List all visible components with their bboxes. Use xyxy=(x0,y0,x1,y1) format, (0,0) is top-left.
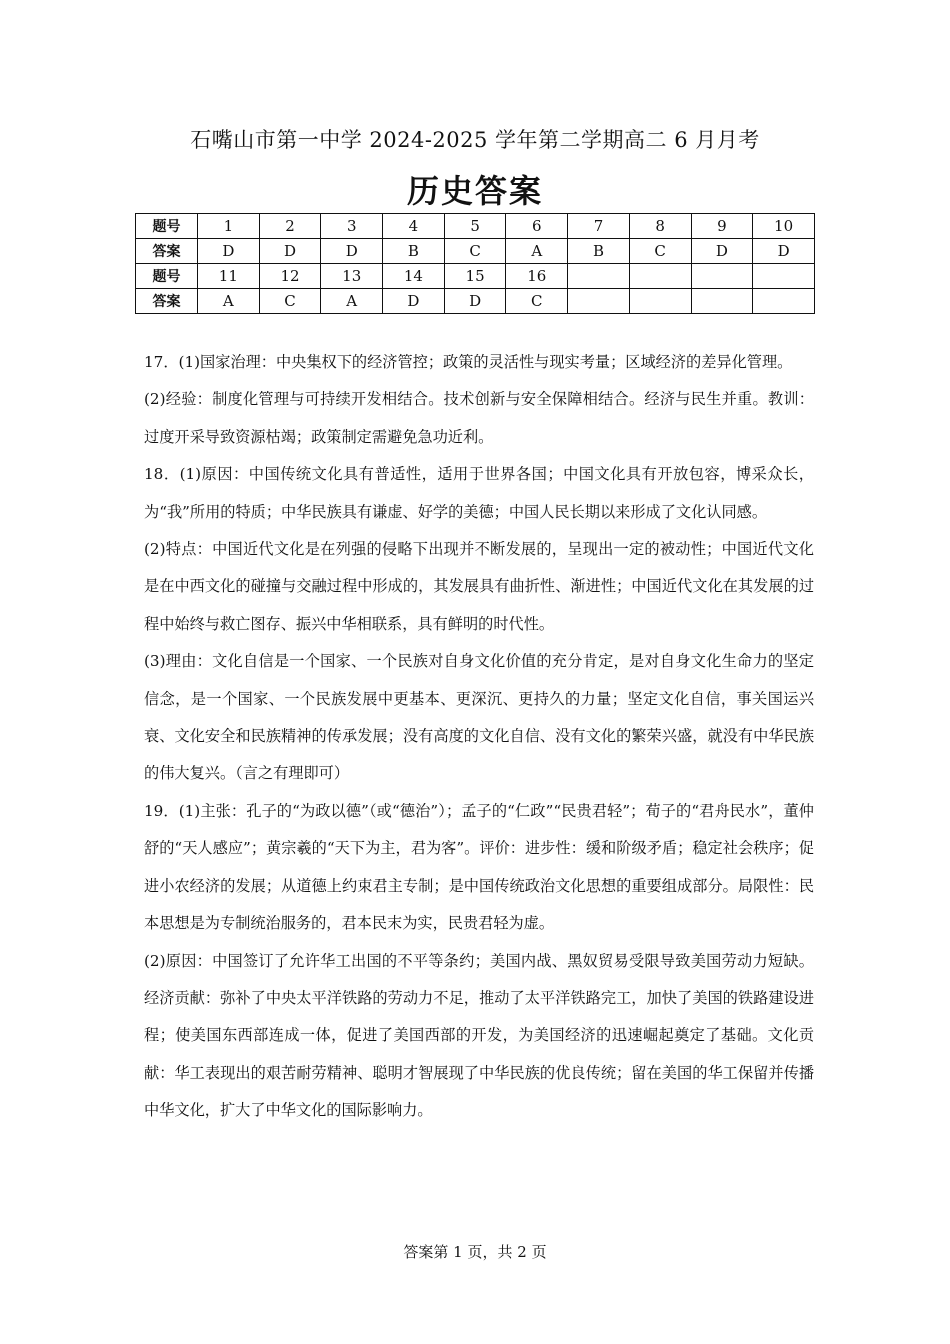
exam-subtitle: 石嘴山市第一中学 2024-2025 学年第二学期高二 6 月月考 xyxy=(190,128,760,152)
table-cell: D xyxy=(321,239,383,264)
table-cell: 1 xyxy=(198,214,260,239)
table-cell xyxy=(629,264,691,289)
table-row-numbers-1 xyxy=(136,214,815,239)
table-cell xyxy=(568,289,630,314)
answer-paragraph-17-1: 17．(1)国家治理：中央集权下的经济管控；政策的灵活性与现实考量；区域经济的差异化管理。 xyxy=(144,353,793,371)
table-cell: 4 xyxy=(383,214,445,239)
table-cell: 15 xyxy=(444,264,506,289)
row-label-question-number: 题号 xyxy=(136,214,198,239)
answer-body xyxy=(144,344,814,1130)
table-cell: A xyxy=(321,289,383,314)
table-cell: 10 xyxy=(753,214,815,239)
page-title: 历史答案 xyxy=(406,172,543,210)
table-cell: D xyxy=(444,289,506,314)
table-cell: 5 xyxy=(444,214,506,239)
table-row-numbers-2 xyxy=(136,264,815,289)
answer-paragraph-17-2: (2)经验：制度化管理与可持续开发相结合。技术创新与安全保障相结合。经济与民生并重。教训：过度开采导致资源枯竭；政策制定需避免急功近利。 xyxy=(144,390,814,446)
table-cell: C xyxy=(444,239,506,264)
table-cell xyxy=(691,264,753,289)
table-cell: C xyxy=(259,289,321,314)
table-cell: D xyxy=(691,239,753,264)
table-cell xyxy=(753,289,815,314)
table-cell: 11 xyxy=(198,264,260,289)
table-cell: 9 xyxy=(691,214,753,239)
table-cell xyxy=(568,264,630,289)
table-cell: 6 xyxy=(506,214,568,239)
table-cell: B xyxy=(568,239,630,264)
table-cell: 16 xyxy=(506,264,568,289)
row-label-answer: 答案 xyxy=(136,289,198,314)
row-label-answer: 答案 xyxy=(136,239,198,264)
answer-paragraph-19-1: 19．(1)主张：孔子的“为政以德”（或“德治”）；孟子的“仁政”“民贵君轻”；荀子的“君舟民水”，董仲舒的“天人感应”；黄宗羲的“天下为主，君为客”。评价：进步性：缓和阶级矛盾；稳定社会秩序；促进小农经济的发展；从道德上约束君主专制；是中国传统政治文化思想的重要组成部分。局限性：民本思想是为专制统治服务的，君本民末为实，民贵君轻为虚。 xyxy=(144,801,814,933)
answer-paragraph-18-3: (3)理由：文化自信是一个国家、一个民族对自身文化价值的充分肯定，是对自身文化生命力的坚定信念，是一个国家、一个民族发展中更基本、更深沉、更持久的力量；坚定文化自信，事关国运兴衰、文化安全和民族精神的传承发展；没有高度的文化自信、没有文化的繁荣兴盛，就没有中华民族的伟大复兴。（言之有理即可） xyxy=(144,652,814,783)
table-cell xyxy=(629,289,691,314)
table-cell: 8 xyxy=(629,214,691,239)
table-cell: D xyxy=(198,239,260,264)
table-cell: 12 xyxy=(259,264,321,289)
table-cell: C xyxy=(629,239,691,264)
row-label-question-number: 题号 xyxy=(136,264,198,289)
table-cell: D xyxy=(259,239,321,264)
table-row-answers-1 xyxy=(136,239,815,264)
table-cell: 14 xyxy=(383,264,445,289)
answer-paragraph-18-1: 18．(1)原因：中国传统文化具有普适性，适用于世界各国；中国文化具有开放包容，博采众长，为“我”所用的特质；中华民族具有谦虚、好学的美德；中国人民长期以来形成了文化认同感。 xyxy=(144,465,814,521)
answer-paragraph-18-2: (2)特点：中国近代文化是在列强的侵略下出现并不断发展的，呈现出一定的被动性；中国近代文化是在中西文化的碰撞与交融过程中形成的，其发展具有曲折性、渐进性；中国近代文化在其发展的过程中始终与救亡图存、振兴中华相联系，具有鲜明的时代性。 xyxy=(144,540,814,633)
answer-table xyxy=(135,213,815,314)
table-cell: 7 xyxy=(568,214,630,239)
page-footer: 答案第 1 页，共 2 页 xyxy=(403,1243,547,1261)
answer-paragraph-19-2: (2)原因：中国签订了允许华工出国的不平等条约；美国内战、黑奴贸易受限导致美国劳动力短缺。经济贡献：弥补了中央太平洋铁路的劳动力不足，推动了太平洋铁路完工，加快了美国的铁路建设进程；使美国东西部连成一体，促进了美国西部的开发，为美国经济的迅速崛起奠定了基础。文化贡献：华工表现出的艰苦耐劳精神、聪明才智展现了中华民族的优良传统；留在美国的华工保留并传播中华文化，扩大了中华文化的国际影响力。 xyxy=(144,951,814,1120)
table-cell: 2 xyxy=(259,214,321,239)
table-cell: 3 xyxy=(321,214,383,239)
table-cell: A xyxy=(198,289,260,314)
table-cell: D xyxy=(753,239,815,264)
table-cell xyxy=(753,264,815,289)
table-cell: C xyxy=(506,289,568,314)
table-cell xyxy=(691,289,753,314)
table-cell: A xyxy=(506,239,568,264)
table-cell: B xyxy=(383,239,445,264)
table-cell: D xyxy=(383,289,445,314)
table-cell: 13 xyxy=(321,264,383,289)
table-row-answers-2 xyxy=(136,289,815,314)
